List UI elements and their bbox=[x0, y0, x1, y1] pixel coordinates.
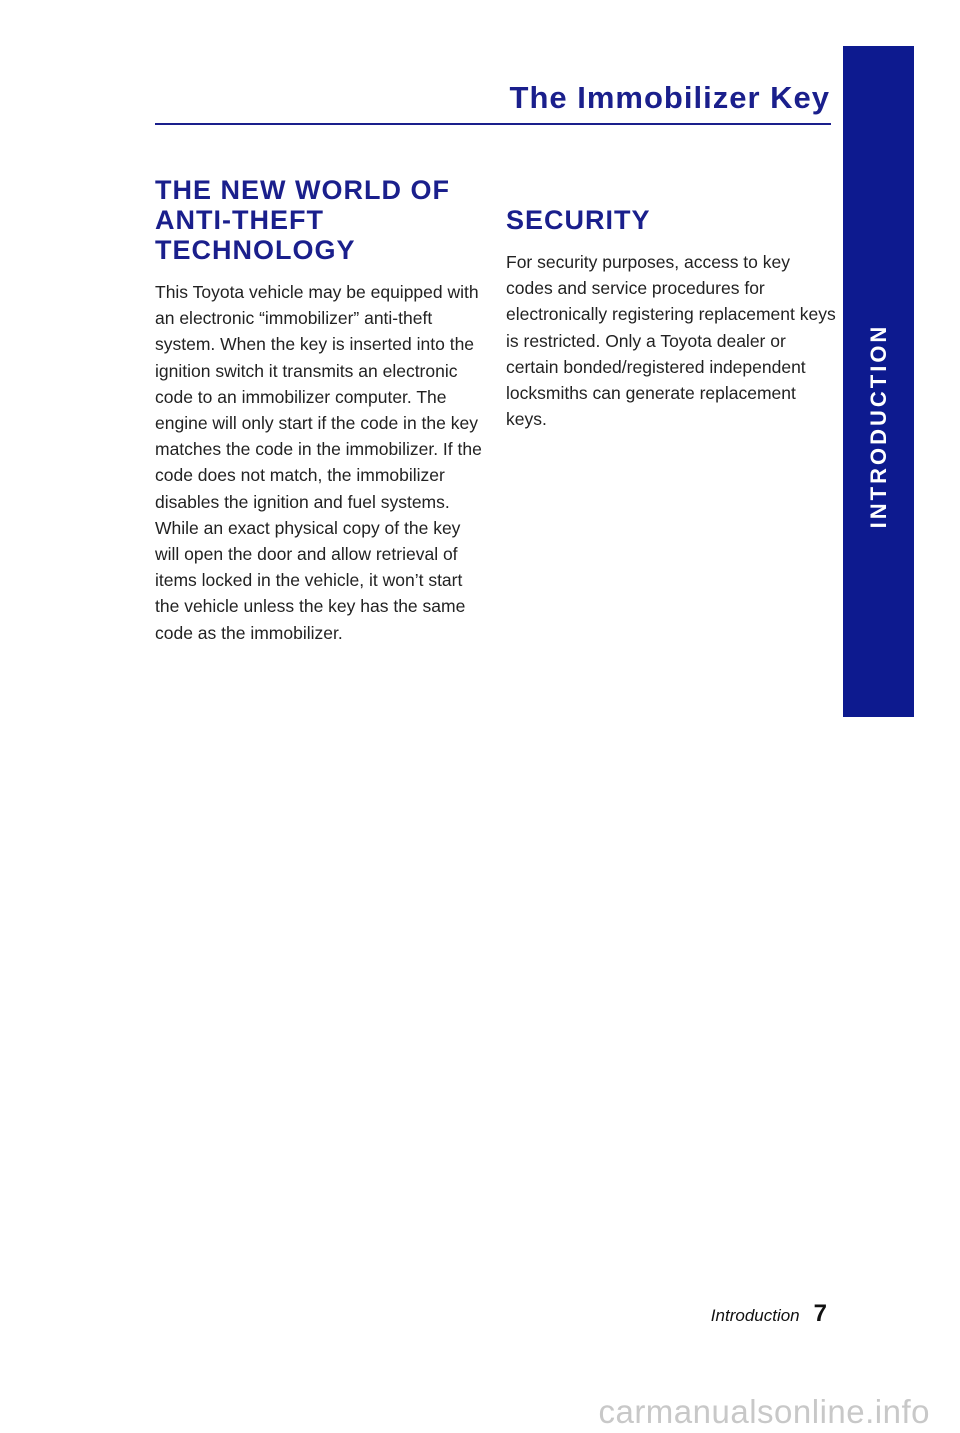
side-tab-label: INTRODUCTION bbox=[865, 323, 891, 529]
security-heading: SECURITY bbox=[506, 205, 651, 235]
watermark: carmanualsonline.info bbox=[598, 1393, 930, 1430]
page-number: 7 bbox=[813, 1300, 827, 1327]
page-title: The Immobilizer Key bbox=[509, 80, 830, 115]
section-side-tab bbox=[843, 46, 914, 717]
anti-theft-heading: THE NEW WORLD OF ANTI-THEFT TECHNOLOGY bbox=[155, 175, 450, 265]
security-body: For security purposes, access to key codes and service procedures for electronically registering replacement keys is restricted. Only a Toyota dealer or certain bonded/registered independent locksmiths can generate replacement keys. bbox=[506, 252, 836, 430]
title-divider bbox=[155, 123, 831, 125]
anti-theft-section bbox=[155, 175, 485, 646]
footer-section-name: Introduction bbox=[710, 1306, 800, 1325]
page-footer bbox=[711, 1300, 827, 1328]
anti-theft-body: This Toyota vehicle may be equipped with an electronic “immobilizer” anti-theft system. When the key is inserted into the ignition switch it transmits an electronic code to an immobilizer computer. The engine will only start if the code in the key matches the code in the immobilizer. If the code does not match, the immobilizer disables the ignition and fuel systems. While an exact physical copy of the key will open the door and allow retrieval of items locked in the vehicle, it won’t start the vehicle unless the key has the same code as the immobilizer. bbox=[155, 282, 482, 643]
security-section bbox=[506, 175, 836, 432]
